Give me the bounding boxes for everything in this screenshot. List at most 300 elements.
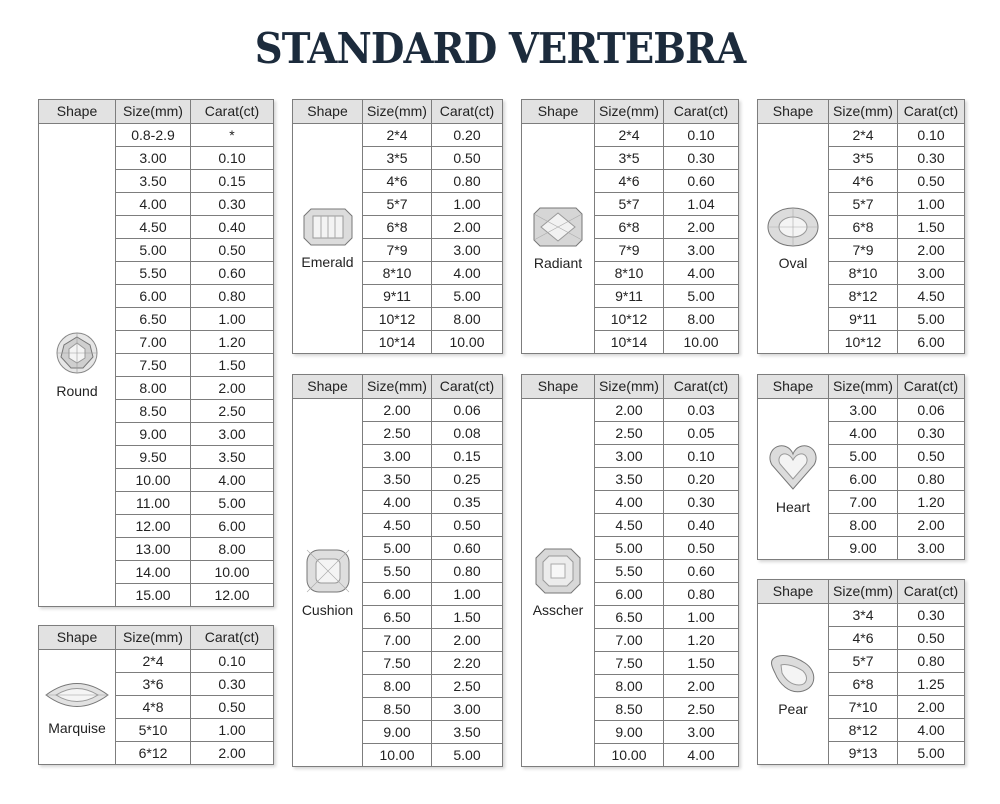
carat-cell: 1.20 bbox=[917, 494, 945, 510]
header-shape: Shape bbox=[758, 100, 829, 123]
shape-cell bbox=[522, 399, 595, 766]
table-header bbox=[39, 100, 273, 124]
carat-cell: 1.50 bbox=[687, 655, 715, 671]
table-row bbox=[829, 216, 964, 239]
carat-cell: 1.00 bbox=[687, 609, 715, 625]
header-carat: Carat(ct) bbox=[903, 583, 959, 599]
carat-cell: 10.00 bbox=[449, 334, 485, 350]
header-carat: Carat(ct) bbox=[903, 378, 959, 394]
table-row bbox=[595, 147, 738, 170]
carat-cell: 6.00 bbox=[218, 518, 246, 534]
table-row bbox=[595, 675, 738, 698]
carat-cell: 2.00 bbox=[218, 380, 246, 396]
table-row bbox=[595, 560, 738, 583]
size-cell: 9.00 bbox=[829, 537, 898, 559]
table-row bbox=[116, 308, 273, 331]
size-cell: 2.50 bbox=[595, 422, 664, 444]
table-row bbox=[363, 698, 502, 721]
carat-cell: 0.60 bbox=[687, 173, 715, 189]
size-cell: 9.00 bbox=[363, 721, 432, 743]
table-row bbox=[363, 193, 502, 216]
size-cell: 3.50 bbox=[116, 170, 191, 192]
carat-cell: 1.20 bbox=[218, 334, 246, 350]
table-row bbox=[595, 422, 738, 445]
table-row bbox=[116, 584, 273, 606]
shape-label: Asscher bbox=[532, 601, 584, 618]
size-cell: 9*11 bbox=[595, 285, 664, 307]
size-cell: 7.00 bbox=[116, 331, 191, 353]
size-cell: 6*8 bbox=[363, 216, 432, 238]
table-row bbox=[829, 445, 964, 468]
size-cell: 6.00 bbox=[116, 285, 191, 307]
header-size: Size(mm) bbox=[829, 580, 898, 603]
table-row bbox=[595, 124, 738, 147]
size-cell: 7*9 bbox=[829, 239, 898, 261]
carat-cell: 0.80 bbox=[453, 173, 481, 189]
table-row bbox=[363, 537, 502, 560]
carat-cell: 8.00 bbox=[218, 541, 246, 557]
carat-cell: 10.00 bbox=[683, 334, 719, 350]
table-rows bbox=[363, 399, 502, 766]
size-cell: 10*12 bbox=[363, 308, 432, 330]
header-size: Size(mm) bbox=[363, 375, 432, 398]
header-carat: Carat(ct) bbox=[673, 378, 729, 394]
size-cell: 10.00 bbox=[116, 469, 191, 491]
size-cell: 3.00 bbox=[829, 399, 898, 421]
table-row bbox=[829, 239, 964, 262]
size-cell: 8*10 bbox=[829, 262, 898, 284]
table-row bbox=[363, 170, 502, 193]
size-cell: 6.00 bbox=[595, 583, 664, 605]
carat-cell: 5.00 bbox=[917, 745, 945, 761]
carat-cell: 8.00 bbox=[453, 311, 481, 327]
header-shape: Shape bbox=[758, 580, 829, 603]
size-cell: 4.00 bbox=[116, 193, 191, 215]
carat-cell: 2.00 bbox=[917, 517, 945, 533]
size-cell: 7.00 bbox=[363, 629, 432, 651]
table-row bbox=[116, 515, 273, 538]
size-cell: 2.00 bbox=[363, 399, 432, 421]
table-row bbox=[595, 239, 738, 262]
table-rows bbox=[363, 124, 502, 353]
header-size: Size(mm) bbox=[595, 375, 664, 398]
size-cell: 6.00 bbox=[829, 468, 898, 490]
size-cell: 6.50 bbox=[363, 606, 432, 628]
carat-cell: 2.50 bbox=[453, 678, 481, 694]
carat-cell: 2.00 bbox=[917, 699, 945, 715]
table-cushion bbox=[292, 374, 503, 767]
table-rows bbox=[829, 604, 964, 764]
table-header bbox=[39, 626, 273, 650]
table-row bbox=[116, 354, 273, 377]
table-row bbox=[829, 285, 964, 308]
table-row bbox=[363, 422, 502, 445]
carat-cell: 3.00 bbox=[687, 242, 715, 258]
shape-cell bbox=[293, 124, 363, 353]
table-row bbox=[363, 216, 502, 239]
table-rows bbox=[829, 399, 964, 559]
table-row bbox=[595, 744, 738, 766]
carat-cell: 0.15 bbox=[218, 173, 246, 189]
size-cell: 5*7 bbox=[363, 193, 432, 215]
size-cell: 6*12 bbox=[116, 742, 191, 764]
table-row bbox=[595, 399, 738, 422]
marquise-diamond-icon bbox=[44, 678, 110, 712]
table-row bbox=[595, 468, 738, 491]
size-cell: 4.00 bbox=[595, 491, 664, 513]
size-cell: 5*7 bbox=[829, 193, 898, 215]
carat-cell: 0.50 bbox=[917, 630, 945, 646]
size-cell: 2*4 bbox=[363, 124, 432, 146]
table-row bbox=[595, 583, 738, 606]
carat-cell: 5.00 bbox=[917, 311, 945, 327]
size-cell: 2*4 bbox=[829, 124, 898, 146]
size-cell: 9.00 bbox=[595, 721, 664, 743]
carat-cell: 0.50 bbox=[917, 173, 945, 189]
table-row bbox=[363, 491, 502, 514]
size-cell: 7*9 bbox=[595, 239, 664, 261]
size-cell: 4*8 bbox=[116, 696, 191, 718]
table-marquise bbox=[38, 625, 274, 765]
table-row bbox=[363, 629, 502, 652]
carat-cell: 0.60 bbox=[453, 540, 481, 556]
carat-cell: 0.50 bbox=[453, 150, 481, 166]
size-cell: 5*7 bbox=[595, 193, 664, 215]
emerald-diamond-icon bbox=[303, 208, 353, 246]
size-cell: 15.00 bbox=[116, 584, 191, 606]
header-size: Size(mm) bbox=[116, 100, 191, 123]
table-rows bbox=[829, 124, 964, 353]
table-row bbox=[595, 537, 738, 560]
size-cell: 4*6 bbox=[363, 170, 432, 192]
carat-cell: 0.80 bbox=[453, 563, 481, 579]
table-rows bbox=[116, 124, 273, 606]
table-row bbox=[363, 124, 502, 147]
carat-cell: 0.80 bbox=[917, 653, 945, 669]
table-header bbox=[758, 100, 964, 124]
table-row bbox=[595, 698, 738, 721]
table-row bbox=[829, 650, 964, 673]
table-row bbox=[595, 308, 738, 331]
carat-cell: 0.30 bbox=[917, 150, 945, 166]
table-header bbox=[522, 100, 738, 124]
size-cell: 3.00 bbox=[595, 445, 664, 467]
table-row bbox=[363, 445, 502, 468]
table-row bbox=[116, 492, 273, 515]
table-row bbox=[829, 193, 964, 216]
size-cell: 6*8 bbox=[829, 673, 898, 695]
table-oval bbox=[757, 99, 965, 354]
shape-cell bbox=[39, 124, 116, 606]
shape-label: Round bbox=[56, 383, 98, 399]
table-row bbox=[363, 331, 502, 353]
carat-cell: 3.50 bbox=[453, 724, 481, 740]
size-cell: 2*4 bbox=[116, 650, 191, 672]
table-row bbox=[116, 696, 273, 719]
table-row bbox=[116, 331, 273, 354]
carat-cell: 4.00 bbox=[687, 265, 715, 281]
size-cell: 7.00 bbox=[829, 491, 898, 513]
table-row bbox=[595, 170, 738, 193]
carat-cell: 5.00 bbox=[453, 747, 481, 763]
table-row bbox=[595, 721, 738, 744]
table-row bbox=[595, 262, 738, 285]
shape-cell bbox=[293, 399, 363, 766]
table-row bbox=[829, 673, 964, 696]
table-row bbox=[595, 216, 738, 239]
header-shape: Shape bbox=[293, 100, 363, 123]
table-row bbox=[595, 193, 738, 216]
carat-cell: 2.00 bbox=[687, 678, 715, 694]
size-cell: 9*11 bbox=[829, 308, 898, 330]
table-row bbox=[116, 262, 273, 285]
carat-cell: 0.30 bbox=[687, 494, 715, 510]
shape-cell bbox=[758, 399, 829, 559]
size-cell: 5.50 bbox=[116, 262, 191, 284]
carat-cell: 1.25 bbox=[917, 676, 945, 692]
header-shape: Shape bbox=[39, 626, 116, 649]
carat-cell: 0.50 bbox=[917, 448, 945, 464]
round-diamond-icon bbox=[55, 331, 99, 375]
table-row bbox=[829, 696, 964, 719]
carat-cell: 4.00 bbox=[917, 722, 945, 738]
size-cell: 8*10 bbox=[595, 262, 664, 284]
carat-cell: 0.10 bbox=[917, 127, 945, 143]
size-cell: 6.00 bbox=[363, 583, 432, 605]
table-row bbox=[363, 468, 502, 491]
table-row bbox=[829, 422, 964, 445]
header-carat: Carat(ct) bbox=[439, 103, 495, 119]
table-row bbox=[829, 604, 964, 627]
size-cell: 3.50 bbox=[363, 468, 432, 490]
size-cell: 14.00 bbox=[116, 561, 191, 583]
shape-label: Heart bbox=[775, 499, 811, 515]
size-cell: 4.00 bbox=[363, 491, 432, 513]
table-row bbox=[116, 673, 273, 696]
table-heart bbox=[757, 374, 965, 560]
table-header bbox=[522, 375, 738, 399]
table-row bbox=[116, 193, 273, 216]
table-row bbox=[363, 560, 502, 583]
carat-cell: 0.20 bbox=[453, 127, 481, 143]
size-cell: 8.50 bbox=[363, 698, 432, 720]
shape-label: Marquise bbox=[48, 720, 106, 736]
size-cell: 5.00 bbox=[116, 239, 191, 261]
table-row bbox=[363, 675, 502, 698]
carat-cell: 2.20 bbox=[453, 655, 481, 671]
size-cell: 10*14 bbox=[363, 331, 432, 353]
size-cell: 10.00 bbox=[363, 744, 432, 766]
size-cell: 10*12 bbox=[595, 308, 664, 330]
table-row bbox=[829, 491, 964, 514]
table-row bbox=[829, 262, 964, 285]
table-row bbox=[116, 561, 273, 584]
table-row bbox=[595, 652, 738, 675]
table-row bbox=[363, 721, 502, 744]
table-row bbox=[595, 445, 738, 468]
table-row bbox=[363, 308, 502, 331]
table-row bbox=[829, 331, 964, 353]
carat-cell: 0.80 bbox=[687, 586, 715, 602]
table-row bbox=[829, 147, 964, 170]
carat-cell: 2.00 bbox=[453, 219, 481, 235]
carat-cell: 0.05 bbox=[687, 425, 715, 441]
table-row bbox=[595, 331, 738, 353]
carat-cell: 0.30 bbox=[917, 425, 945, 441]
table-row bbox=[116, 124, 273, 147]
carat-cell: 10.00 bbox=[214, 564, 250, 580]
carat-cell: 0.50 bbox=[218, 242, 246, 258]
table-row bbox=[829, 170, 964, 193]
size-cell: 5.00 bbox=[363, 537, 432, 559]
table-row bbox=[829, 399, 964, 422]
carat-cell: 3.00 bbox=[453, 242, 481, 258]
carat-cell: 1.00 bbox=[453, 196, 481, 212]
size-cell: 5.00 bbox=[829, 445, 898, 467]
header-shape: Shape bbox=[293, 375, 363, 398]
carat-cell: 0.30 bbox=[218, 196, 246, 212]
header-shape: Shape bbox=[522, 100, 595, 123]
shape-cell bbox=[522, 124, 595, 353]
size-cell: 3*6 bbox=[116, 673, 191, 695]
shape-label: Cushion bbox=[301, 601, 354, 618]
carat-cell: 3.00 bbox=[917, 265, 945, 281]
carat-cell: 1.00 bbox=[453, 586, 481, 602]
header-size: Size(mm) bbox=[829, 375, 898, 398]
table-pear bbox=[757, 579, 965, 765]
table-row bbox=[116, 285, 273, 308]
size-cell: 3*5 bbox=[829, 147, 898, 169]
size-cell: 3.00 bbox=[116, 147, 191, 169]
size-cell: 8.00 bbox=[595, 675, 664, 697]
table-emerald bbox=[292, 99, 503, 354]
size-cell: 8.00 bbox=[363, 675, 432, 697]
carat-cell: 5.00 bbox=[218, 495, 246, 511]
size-cell: 11.00 bbox=[116, 492, 191, 514]
header-carat: Carat(ct) bbox=[439, 378, 495, 394]
size-cell: 4*6 bbox=[829, 627, 898, 649]
oval-diamond-icon bbox=[767, 207, 819, 247]
table-row bbox=[116, 147, 273, 170]
carat-cell: 0.60 bbox=[687, 563, 715, 579]
size-cell: 2.00 bbox=[595, 399, 664, 421]
carat-cell: 5.00 bbox=[687, 288, 715, 304]
carat-cell: 3.00 bbox=[453, 701, 481, 717]
size-cell: 4*6 bbox=[829, 170, 898, 192]
size-cell: 4.50 bbox=[595, 514, 664, 536]
carat-cell: 0.35 bbox=[453, 494, 481, 510]
table-row bbox=[363, 744, 502, 766]
table-row bbox=[116, 469, 273, 492]
size-cell: 4.50 bbox=[363, 514, 432, 536]
carat-cell: 0.40 bbox=[218, 219, 246, 235]
carat-cell: 0.25 bbox=[453, 471, 481, 487]
carat-cell: 2.50 bbox=[218, 403, 246, 419]
size-cell: 8*10 bbox=[363, 262, 432, 284]
carat-cell: 0.10 bbox=[218, 150, 246, 166]
table-row bbox=[595, 629, 738, 652]
size-cell: 13.00 bbox=[116, 538, 191, 560]
table-round bbox=[38, 99, 274, 607]
header-size: Size(mm) bbox=[595, 100, 664, 123]
table-row bbox=[363, 399, 502, 422]
carat-cell: 1.00 bbox=[917, 196, 945, 212]
table-row bbox=[595, 606, 738, 629]
size-cell: 9*13 bbox=[829, 742, 898, 764]
size-cell: 7.00 bbox=[595, 629, 664, 651]
table-row bbox=[116, 170, 273, 193]
carat-cell: 0.08 bbox=[453, 425, 481, 441]
carat-cell: 0.80 bbox=[917, 471, 945, 487]
size-cell: 8.00 bbox=[116, 377, 191, 399]
table-row bbox=[116, 538, 273, 561]
table-row bbox=[116, 742, 273, 764]
table-row bbox=[829, 719, 964, 742]
header-size: Size(mm) bbox=[829, 100, 898, 123]
carat-cell: 1.00 bbox=[218, 311, 246, 327]
table-row bbox=[595, 491, 738, 514]
header-carat: Carat(ct) bbox=[673, 103, 729, 119]
size-cell: 6.50 bbox=[116, 308, 191, 330]
table-row bbox=[363, 285, 502, 308]
shape-cell bbox=[758, 604, 829, 764]
table-radiant bbox=[521, 99, 739, 354]
table-rows bbox=[116, 650, 273, 764]
header-carat: Carat(ct) bbox=[903, 103, 959, 119]
size-cell: 0.8-2.9 bbox=[116, 124, 191, 146]
carat-cell: 2.50 bbox=[687, 701, 715, 717]
table-row bbox=[363, 606, 502, 629]
table-row bbox=[829, 308, 964, 331]
carat-cell: 0.50 bbox=[218, 699, 246, 715]
carat-cell: 0.20 bbox=[687, 471, 715, 487]
size-cell: 8.00 bbox=[829, 514, 898, 536]
size-cell: 10*12 bbox=[829, 331, 898, 353]
table-row bbox=[829, 468, 964, 491]
shape-label: Pear bbox=[778, 701, 808, 717]
table-row bbox=[363, 239, 502, 262]
header-size: Size(mm) bbox=[363, 100, 432, 123]
size-cell: 5*7 bbox=[829, 650, 898, 672]
table-row bbox=[829, 124, 964, 147]
size-cell: 6*8 bbox=[829, 216, 898, 238]
shape-label: Emerald bbox=[301, 253, 354, 270]
carat-cell: 0.30 bbox=[917, 607, 945, 623]
table-rows bbox=[595, 124, 738, 353]
size-cell: 9*11 bbox=[363, 285, 432, 307]
size-cell: 10.00 bbox=[595, 744, 664, 766]
carat-cell: 0.60 bbox=[218, 265, 246, 281]
size-cell: 7.50 bbox=[116, 354, 191, 376]
carat-cell: 4.00 bbox=[453, 265, 481, 281]
size-cell: 7.50 bbox=[595, 652, 664, 674]
size-cell: 9.00 bbox=[116, 423, 191, 445]
table-row bbox=[829, 514, 964, 537]
carat-cell: 3.50 bbox=[218, 449, 246, 465]
size-cell: 7*9 bbox=[363, 239, 432, 261]
table-header bbox=[758, 580, 964, 604]
table-row bbox=[363, 147, 502, 170]
header-shape: Shape bbox=[522, 375, 595, 398]
header-shape: Shape bbox=[758, 375, 829, 398]
asscher-diamond-icon bbox=[535, 548, 581, 594]
table-row bbox=[116, 650, 273, 673]
size-cell: 10*14 bbox=[595, 331, 664, 353]
carat-cell: 1.04 bbox=[687, 196, 715, 212]
table-row bbox=[829, 627, 964, 650]
size-cell: 8*12 bbox=[829, 719, 898, 741]
table-row bbox=[595, 514, 738, 537]
